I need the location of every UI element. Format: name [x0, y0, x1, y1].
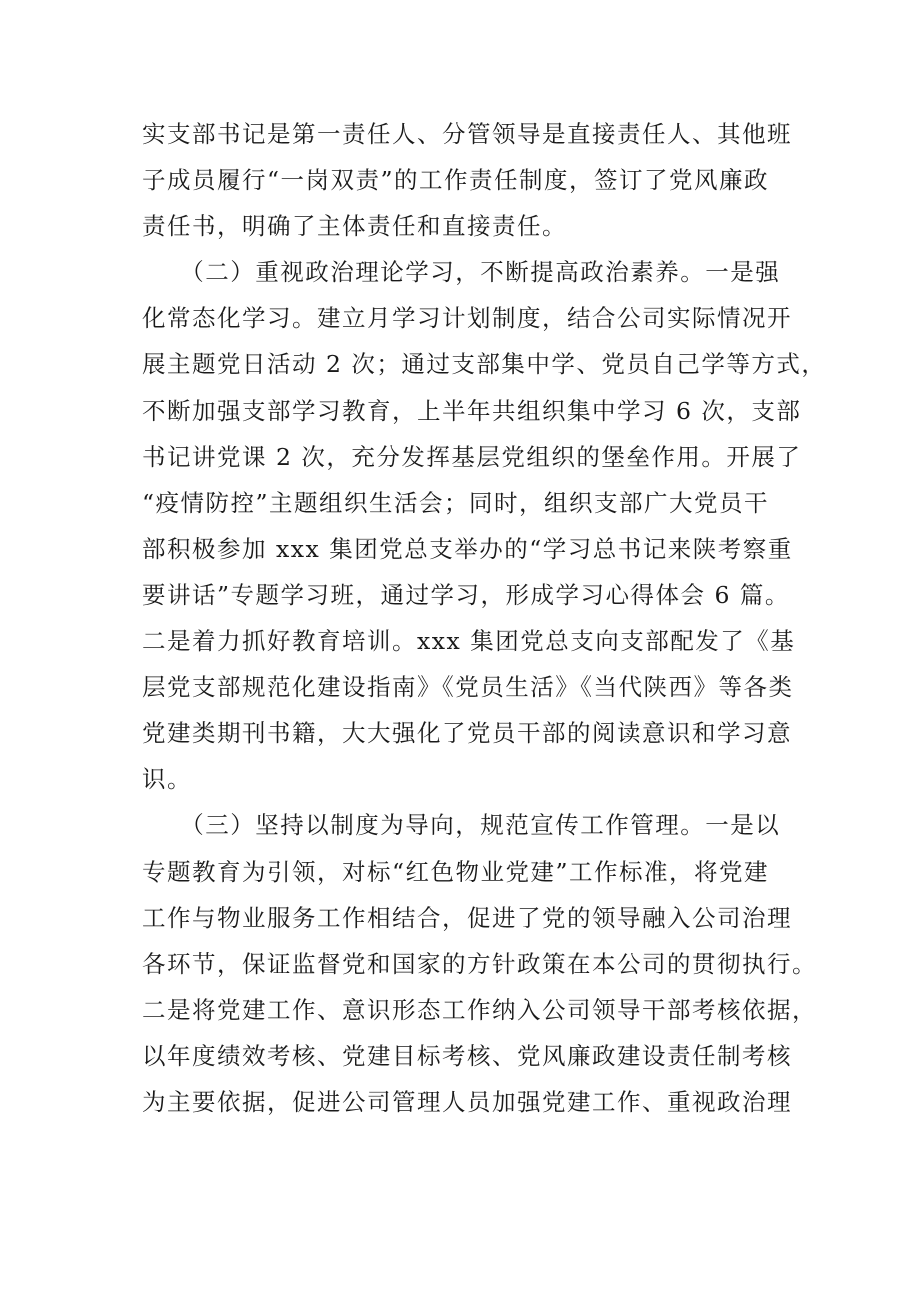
text-line-3: 责任书，明确了主体责任和直接责任。 [142, 212, 567, 241]
text-line-2: 子成员履行“一岗双责”的工作责任制度，签订了党风廉政 [142, 166, 770, 195]
document-body [142, 111, 827, 1125]
text-line-17: 专题教育为引领，对标“红色物业党建”工作标准，将党建 [142, 857, 770, 886]
text-line-18: 工作与物业服务工作相结合，促进了党的领导融入公司治理 [142, 903, 792, 932]
text-line-6: 展主题党日活动 2 次；通过支部集中学、党员自己学等方式， [142, 350, 827, 379]
text-line-20: 二是将党建工作、意识形态工作纳入公司领导干部考核依据， [142, 995, 817, 1024]
text-line-14: 党建类期刊书籍，大大强化了党员干部的阅读意识和学习意 [142, 719, 792, 748]
text-line-22: 为主要依据，促进公司管理人员加强党建工作、重视政治理 [142, 1087, 792, 1116]
text-line-19: 各环节，保证监督党和国家的方针政策在本公司的贯彻执行。 [142, 949, 817, 978]
text-line-13: 层党支部规范化建设指南》《党员生活》《当代陕西》等各类 [142, 673, 794, 702]
text-line-21: 以年度绩效考核、党建目标考核、党风廉政建设责任制考核 [142, 1041, 792, 1070]
text-line-15: 识。 [142, 765, 192, 794]
text-line-9: “疫情防控”主题组织生活会；同时，组织支部广大党员干 [142, 488, 770, 517]
text-line-11: 要讲话”专题学习班，通过学习，形成学习心得体会 6 篇。 [142, 580, 790, 609]
text-line-16: （三）坚持以制度为导向，规范宣传工作管理。一是以 [142, 811, 781, 840]
text-line-7: 不断加强支部学习教育，上半年共组织集中学习 6 次，支部 [142, 396, 802, 425]
text-line-8: 书记讲党课 2 次，充分发挥基层党组织的堡垒作用。开展了 [142, 442, 802, 471]
text-line-10: 部积极参加 xxx 集团党总支举办的“学习总书记来陕考察重 [142, 534, 793, 563]
text-line-12: 二是着力抓好教育培训。xxx 集团党总支向支部配发了《基 [142, 627, 796, 656]
text-line-4: （二）重视政治理论学习，不断提高政治素养。一是强 [142, 258, 781, 287]
text-line-5: 化常态化学习。建立月学习计划制度，结合公司实际情况开 [142, 304, 792, 333]
text-line-1: 实支部书记是第一责任人、分管领导是直接责任人、其他班 [142, 120, 792, 148]
